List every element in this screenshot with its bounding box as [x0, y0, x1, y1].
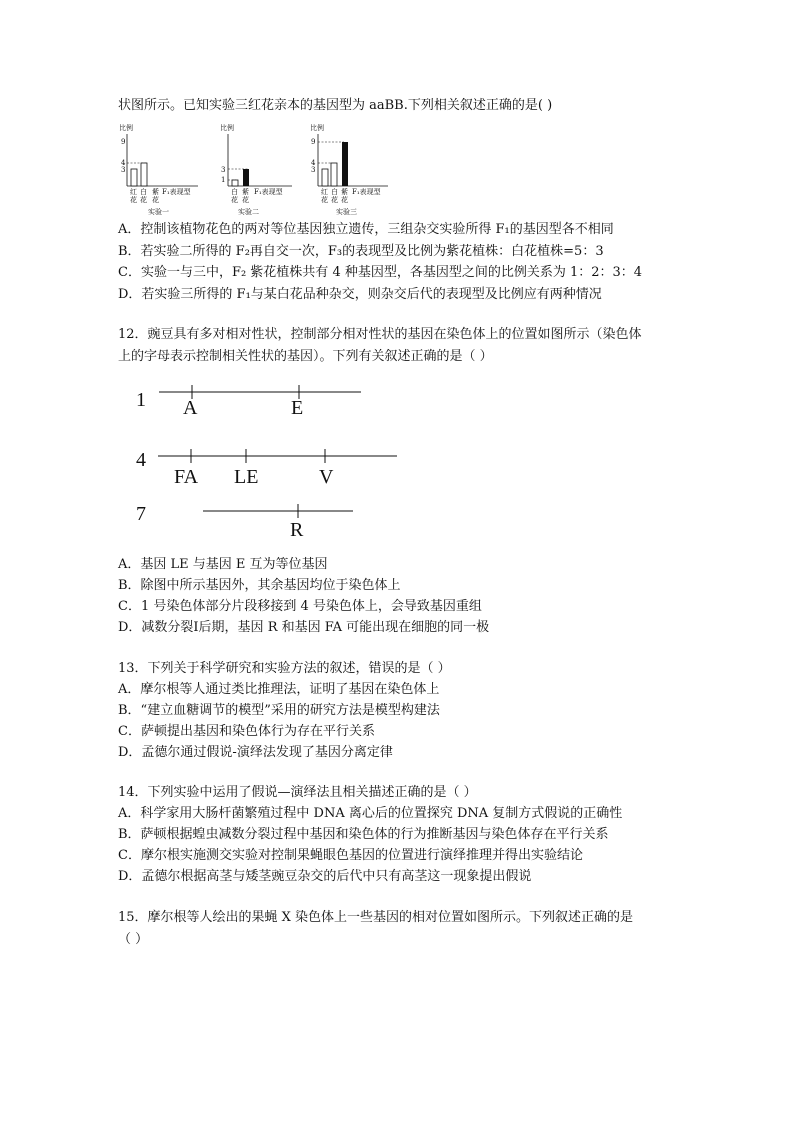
chart1-x-white-2: 花 — [140, 196, 147, 204]
chart3-caption: 实验三 — [336, 208, 357, 216]
chart1-bar-red — [131, 169, 137, 186]
gene-v: V — [319, 466, 334, 488]
q11-option-a: A．控制该植物花色的两对等位基因独立遗传，三组杂交实验所得 F₁的基因型各不相同 — [118, 222, 614, 237]
q13-option-b: B．“建立血糖调节的模型”采用的研究方法是模型构建法 — [118, 703, 440, 718]
q14-option-a: A．科学家用大肠杆菌繁殖过程中 DNA 离心后的位置探究 DNA 复制方式假说的正确性 — [118, 806, 623, 821]
chart1-tick-3: 3 — [121, 166, 126, 174]
chart1-bar-white — [141, 163, 147, 186]
q12-option-c: C．1 号染色体部分片段移接到 4 号染色体上，会导致基因重组 — [118, 599, 482, 614]
chart1-x-white-1: 白 — [140, 188, 147, 196]
chart3-x-red-2: 花 — [321, 196, 328, 204]
chart1-x-purple-2: 花 — [152, 196, 159, 204]
chart-experiment-1 — [119, 123, 198, 216]
q13-option-a: A．摩尔根等人通过类比推理法，证明了基因在染色体上 — [118, 682, 440, 697]
chart3-x-red-1: 红 — [321, 188, 328, 196]
chart2-caption: 实验二 — [238, 208, 259, 216]
chart3-tick-3: 3 — [311, 166, 316, 174]
chromosome-7-number: 7 — [136, 503, 146, 525]
chart1-tick-4: 4 — [121, 159, 126, 167]
chart2-ylabel: 比例 — [220, 124, 234, 132]
q14-option-b: B．萨顿根据蝗虫减数分裂过程中基因和染色体的行为推断基因与染色体存在平行关系 — [118, 827, 609, 842]
q11-option-b: B．若实验二所得的 F₂再自交一次，F₃的表现型及比例为紫花植株：白花植株=5：3 — [118, 244, 604, 259]
chart2-x-white-2: 花 — [231, 196, 238, 204]
chromosome-1-number: 1 — [136, 389, 146, 411]
chart-experiment-3 — [310, 123, 388, 216]
chart3-bar-white — [331, 163, 337, 186]
q13-stem: 13．下列关于科学研究和实验方法的叙述，错误的是（ ） — [118, 661, 451, 676]
q12-option-b: B．除图中所示基因外，其余基因均位于染色体上 — [118, 578, 401, 593]
chart3-x-purple-1: 紫 — [341, 188, 348, 196]
gene-r: R — [290, 519, 304, 541]
q11-charts — [118, 122, 418, 217]
q15-stem-line1: 15．摩尔根等人绘出的果蝇 X 染色体上一些基因的相对位置如图所示。下列叙述正确的是 — [118, 910, 634, 925]
chart2-x-purple-1: 紫 — [242, 188, 249, 196]
gene-a: A — [183, 397, 198, 419]
chart1-x-red-2: 花 — [130, 196, 137, 204]
chart3-bar-red — [322, 169, 328, 186]
q14-option-c: C．摩尔根实施测交实验对控制果蝇眼色基因的位置进行演绎推理并得出实验结论 — [118, 848, 583, 863]
chart1-ylabel: 比例 — [119, 124, 133, 132]
gene-e: E — [291, 397, 304, 419]
chart3-bar-purple — [342, 142, 348, 186]
chart2-x-white-1: 白 — [231, 188, 238, 196]
q11-intro: 状图所示。已知实验三红花亲本的基因型为 aaBB.下列相关叙述正确的是( ) — [118, 98, 553, 113]
chart3-tick-9: 9 — [311, 138, 316, 146]
chart2-bar-purple — [243, 169, 249, 186]
chromosome-4-number: 4 — [136, 449, 146, 471]
chart2-x-purple-2: 花 — [242, 196, 249, 204]
q12-stem-line1: 12．豌豆具有多对相对性状，控制部分相对性状的基因在染色体上的位置如图所示（染色体 — [118, 327, 642, 342]
q12-option-d: D．减数分裂Ⅰ后期，基因 R 和基因 FA 可能出现在细胞的同一极 — [118, 620, 490, 635]
q13-option-c: C．萨顿提出基因和染色体行为存在平行关系 — [118, 724, 375, 739]
gene-fa: FA — [174, 466, 199, 488]
q12-option-a: A．基因 LE 与基因 E 互为等位基因 — [118, 557, 328, 572]
chart3-ylabel: 比例 — [310, 124, 324, 132]
q11-option-c: C．实验一与三中，F₂ 紫花植株共有 4 种基因型，各基因型之间的比例关系为 1：2：3：4 — [118, 265, 643, 280]
chart2-bar-white — [232, 180, 238, 186]
chart1-x-purple-1: 紫 — [152, 188, 159, 196]
q14-stem: 14．下列实验中运用了假说—演绎法且相关描述正确的是（ ） — [118, 785, 477, 800]
q13-option-d: D．孟德尔通过假说-演绎法发现了基因分离定律 — [118, 745, 393, 760]
chart2-xlabel: F₁表现型 — [254, 188, 283, 196]
gene-le: LE — [234, 466, 259, 488]
chart2-tick-3: 3 — [221, 166, 226, 174]
chart3-x-white-1: 白 — [331, 188, 338, 196]
chart3-tick-4: 4 — [311, 159, 316, 167]
q11-option-d: D．若实验三所得的 F₁与某白花品种杂交，则杂交后代的表现型及比例应有两种情况 — [118, 287, 602, 302]
chart1-tick-9: 9 — [121, 138, 126, 146]
chart3-x-white-2: 花 — [331, 196, 338, 204]
chart1-x-red-1: 红 — [130, 188, 137, 196]
q14-option-d: D．孟德尔根据高茎与矮茎豌豆杂交的后代中只有高茎这一现象提出假说 — [118, 869, 532, 884]
q12-stem-line2: 上的字母表示控制相关性状的基因）。下列有关叙述正确的是（ ） — [118, 349, 493, 364]
chart3-x-purple-2: 花 — [341, 196, 348, 204]
chart1-caption: 实验一 — [148, 208, 169, 216]
chromosome-diagram — [125, 375, 415, 545]
q15-stem-line2: （ ） — [118, 932, 149, 947]
chart-experiment-2 — [220, 123, 292, 216]
chart1-xlabel: F₁表现型 — [162, 188, 191, 196]
chart2-tick-1: 1 — [221, 176, 226, 184]
chart3-xlabel: F₁表现型 — [352, 188, 381, 196]
